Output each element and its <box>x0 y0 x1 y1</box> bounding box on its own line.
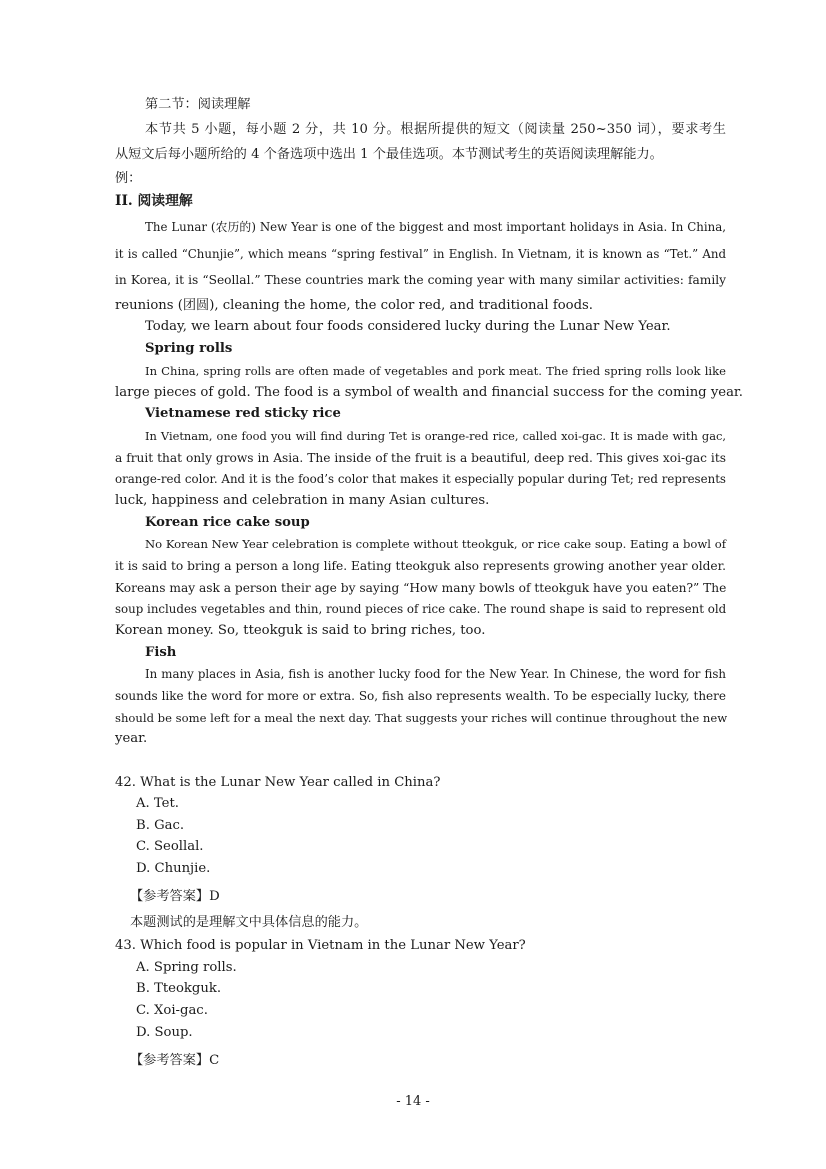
red-rice-line-3: orange-red color. And it is the food’s color that makes it especially popular during Tet; red represents <box>115 472 726 486</box>
fish-line-1: In many places in Asia, fish is another lucky food for the New Year. In Chinese, the word for fish <box>145 667 726 681</box>
question-42-option-a: A. Tet. <box>136 796 179 811</box>
spring-rolls-title: Spring rolls <box>145 341 233 356</box>
intro-line-1: The Lunar (农历的) New Year is one of the biggest and most important holidays in Asia. In China, <box>145 220 726 234</box>
spring-rolls-line-1: In China, spring rolls are often made of vegetables and pork meat. The fried spring rolls look like <box>145 364 726 378</box>
intro-line-4: reunions (团圆), cleaning the home, the color red, and traditional foods. <box>115 298 593 313</box>
instruction-line-1: 本节共 5 小题，每小题 2 分，共 10 分。根据所提供的短文（阅读量 250~350 词），要求考生 <box>145 122 726 137</box>
rice-cake-line-4: soup includes vegetables and thin, round pieces of rice cake. The round shape is said to represent old <box>115 602 727 616</box>
red-rice-line-2: a fruit that only grows in Asia. The inside of the fruit is a beautiful, deep red. This gives xoi-gac its <box>115 451 726 465</box>
intro-line-3: in Korea, it is “Seollal.” These countries mark the coming year with many similar activities: family <box>115 273 726 287</box>
section-heading: 第二节：阅读理解 <box>145 97 251 112</box>
fish-line-4: year. <box>115 731 148 746</box>
question-43-option-d: D. Soup. <box>136 1025 193 1040</box>
rice-cake-line-2: it is said to bring a person a long life. Eating tteokguk also represents growing another year older. <box>115 559 726 573</box>
fish-line-3: should be some left for a meal the next day. That suggests your riches will continue throughout the new <box>115 711 728 725</box>
lead-sentence: Today, we learn about four foods considered lucky during the Lunar New Year. <box>145 319 671 334</box>
question-42-option-c: C. Seollal. <box>136 839 204 854</box>
fish-title: Fish <box>145 645 177 660</box>
question-42-answer: 【参考答案】D <box>130 889 220 904</box>
part-title: II. 阅读理解 <box>115 193 193 209</box>
question-42-note: 本题测试的是理解文中具体信息的能力。 <box>130 915 368 930</box>
example-label: 例： <box>115 171 142 186</box>
rice-cake-title: Korean rice cake soup <box>145 515 310 530</box>
spring-rolls-line-2: large pieces of gold. The food is a symbol of wealth and financial success for the coming year. <box>115 385 743 400</box>
question-42-option-d: D. Chunjie. <box>136 861 211 876</box>
question-43-stem: 43. Which food is popular in Vietnam in the Lunar New Year? <box>115 938 526 953</box>
question-43-answer: 【参考答案】C <box>130 1053 220 1068</box>
question-42-stem: 42. What is the Lunar New Year called in China? <box>115 775 441 790</box>
intro-line-2: it is called “Chunjie”, which means “spring festival” in English. In Vietnam, it is known as “Tet.” And <box>115 247 726 261</box>
red-rice-line-1: In Vietnam, one food you will find during Tet is orange-red rice, called xoi-gac. It is made with gac, <box>145 429 726 443</box>
instruction-line-2: 从短文后每小题所给的 4 个备选项中选出 1 个最佳选项。本节测试考生的英语阅读理解能力。 <box>115 147 663 162</box>
question-43-option-a: A. Spring rolls. <box>136 960 237 975</box>
red-rice-title: Vietnamese red sticky rice <box>145 406 341 421</box>
fish-line-2: sounds like the word for more or extra. So, fish also represents wealth. To be especially lucky, there <box>115 689 726 703</box>
rice-cake-line-3: Koreans may ask a person their age by saying “How many bowls of tteokguk have you eaten?” The <box>115 581 727 595</box>
page-number: - 14 - <box>396 1094 430 1109</box>
rice-cake-line-1: No Korean New Year celebration is complete without tteokguk, or rice cake soup. Eating a bowl of <box>145 537 726 551</box>
question-43-option-b: B. Tteokguk. <box>136 981 222 996</box>
rice-cake-line-5: Korean money. So, tteokguk is said to bring riches, too. <box>115 623 486 638</box>
red-rice-line-4: luck, happiness and celebration in many Asian cultures. <box>115 493 490 508</box>
question-42-option-b: B. Gac. <box>136 818 185 833</box>
question-43-option-c: C. Xoi-gac. <box>136 1003 208 1018</box>
